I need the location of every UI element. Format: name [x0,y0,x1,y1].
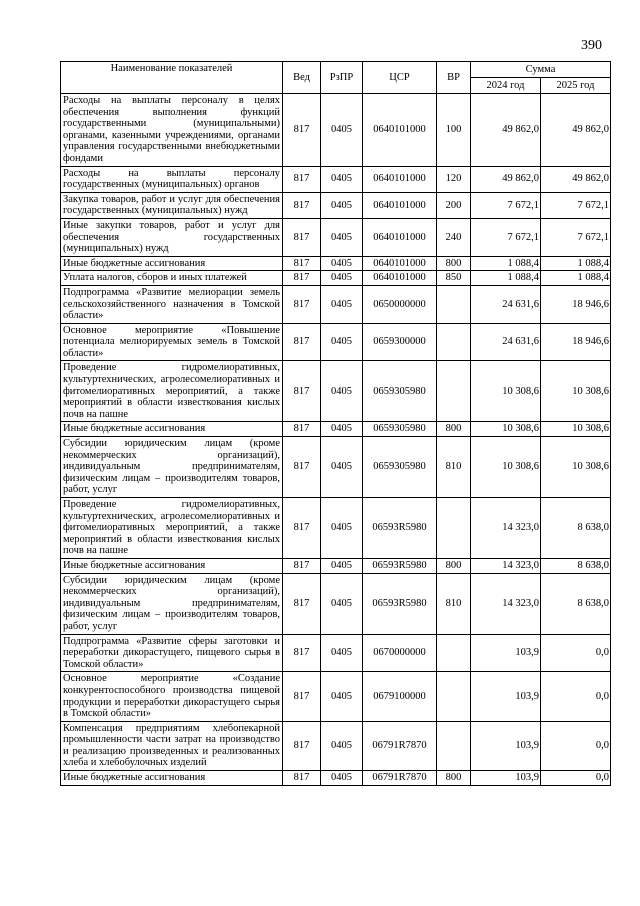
cell-csr: 0670000000 [363,634,437,672]
table-row [61,192,611,218]
cell-y2025: 8 638,0 [541,498,611,559]
cell-y2025: 8 638,0 [541,573,611,634]
cell-rzpr: 0405 [321,422,363,437]
table-row [61,94,611,167]
table-row [61,634,611,672]
cell-rzpr: 0405 [321,94,363,167]
cell-csr: 0659305980 [363,422,437,437]
cell-rzpr: 0405 [321,771,363,786]
cell-name: Иные бюджетные ассигнования [61,771,283,786]
cell-rzpr: 0405 [321,192,363,218]
table-row [61,672,611,721]
cell-y2025: 0,0 [541,771,611,786]
cell-csr: 06593R5980 [363,558,437,573]
cell-y2024: 24 631,6 [471,323,541,361]
cell-rzpr: 0405 [321,218,363,256]
cell-vr: 800 [437,256,471,271]
cell-ved: 817 [283,721,321,770]
cell-name: Проведение гидромелиоративных, культуртехнических, агролесомелиоративных и фитомелиоративных мероприятий, а также мероприятий в области известкования кислых почв на пашне [61,361,283,422]
cell-name: Расходы на выплаты персоналу в целях обеспечения выполнения функций государственными (муниципальными) органами, казенными учреждениями, органами управления государственными внебюджетными фондами [61,94,283,167]
cell-y2024: 49 862,0 [471,94,541,167]
cell-rzpr: 0405 [321,498,363,559]
cell-name: Иные бюджетные ассигнования [61,558,283,573]
cell-y2025: 18 946,6 [541,285,611,323]
cell-csr: 0640101000 [363,256,437,271]
cell-rzpr: 0405 [321,558,363,573]
cell-ved: 817 [283,323,321,361]
header-2024: 2024 год [471,78,541,94]
cell-csr: 0679100000 [363,672,437,721]
cell-rzpr: 0405 [321,437,363,498]
cell-ved: 817 [283,94,321,167]
page-number: 390 [581,38,602,53]
cell-csr: 06791R7870 [363,771,437,786]
cell-vr: 810 [437,437,471,498]
cell-csr: 06791R7870 [363,721,437,770]
cell-vr: 800 [437,771,471,786]
cell-y2024: 103,9 [471,721,541,770]
table-row [61,573,611,634]
cell-name: Субсидии юридическим лицам (кроме некоммерческих организаций), индивидуальным предпринимателям, физическим лицам – производителям товаров, работ, услуг [61,437,283,498]
cell-name: Расходы на выплаты персоналу государственных (муниципальных) органов [61,166,283,192]
cell-y2024: 7 672,1 [471,218,541,256]
cell-vr [437,498,471,559]
cell-ved: 817 [283,166,321,192]
cell-y2025: 49 862,0 [541,166,611,192]
table-row [61,437,611,498]
cell-vr: 240 [437,218,471,256]
cell-csr: 0640101000 [363,94,437,167]
cell-name: Компенсация предприятиям хлебопекарной промышленности части затрат на производство и реализацию произведенных и реализованных хлеба и хлебобулочных изделий [61,721,283,770]
cell-ved: 817 [283,256,321,271]
cell-csr: 0650000000 [363,285,437,323]
cell-ved: 817 [283,573,321,634]
cell-y2024: 103,9 [471,672,541,721]
cell-name: Субсидии юридическим лицам (кроме некоммерческих организаций), индивидуальным предпринимателям, физическим лицам – производителям товаров, работ, услуг [61,573,283,634]
cell-y2025: 7 672,1 [541,192,611,218]
cell-vr: 200 [437,192,471,218]
cell-vr [437,361,471,422]
cell-y2024: 24 631,6 [471,285,541,323]
table-body [61,94,611,786]
cell-ved: 817 [283,634,321,672]
cell-vr [437,634,471,672]
cell-ved: 817 [283,498,321,559]
cell-name: Основное мероприятие «Создание конкурентоспособного производства пищевой продукции и переработки дикорастущего сырья в Томской области» [61,672,283,721]
cell-rzpr: 0405 [321,634,363,672]
table-row [61,323,611,361]
cell-y2024: 14 323,0 [471,558,541,573]
cell-y2025: 10 308,6 [541,361,611,422]
cell-csr: 0659305980 [363,437,437,498]
cell-vr [437,672,471,721]
cell-vr: 850 [437,271,471,286]
cell-ved: 817 [283,271,321,286]
cell-csr: 0640101000 [363,218,437,256]
cell-csr: 0659305980 [363,361,437,422]
cell-vr: 810 [437,573,471,634]
cell-y2024: 10 308,6 [471,422,541,437]
table-row [61,256,611,271]
cell-y2025: 49 862,0 [541,94,611,167]
table-row [61,771,611,786]
cell-y2024: 1 088,4 [471,271,541,286]
table-row [61,285,611,323]
cell-y2024: 49 862,0 [471,166,541,192]
cell-rzpr: 0405 [321,361,363,422]
cell-name: Подпрограмма «Развитие мелиорации земель сельскохозяйственного назначения в Томской области» [61,285,283,323]
cell-vr: 120 [437,166,471,192]
cell-ved: 817 [283,771,321,786]
cell-vr [437,721,471,770]
cell-y2025: 0,0 [541,721,611,770]
header-vr: ВР [437,62,471,94]
cell-csr: 06593R5980 [363,573,437,634]
cell-name: Иные бюджетные ассигнования [61,256,283,271]
header-name: Наименование показателей [61,62,283,94]
cell-name: Основное мероприятие «Повышение потенциала мелиорируемых земель в Томской области» [61,323,283,361]
cell-vr [437,323,471,361]
cell-y2024: 14 323,0 [471,573,541,634]
cell-y2025: 10 308,6 [541,437,611,498]
cell-csr: 06593R5980 [363,498,437,559]
header-sum: Сумма [471,62,611,78]
cell-vr: 800 [437,558,471,573]
cell-csr: 0640101000 [363,192,437,218]
cell-y2025: 0,0 [541,672,611,721]
cell-ved: 817 [283,422,321,437]
cell-y2025: 18 946,6 [541,323,611,361]
header-csr: ЦСР [363,62,437,94]
cell-rzpr: 0405 [321,573,363,634]
cell-y2024: 7 672,1 [471,192,541,218]
cell-ved: 817 [283,285,321,323]
table-row [61,498,611,559]
cell-csr: 0640101000 [363,271,437,286]
cell-y2024: 1 088,4 [471,256,541,271]
cell-rzpr: 0405 [321,166,363,192]
cell-y2024: 10 308,6 [471,361,541,422]
cell-rzpr: 0405 [321,672,363,721]
cell-y2024: 14 323,0 [471,498,541,559]
cell-rzpr: 0405 [321,323,363,361]
cell-csr: 0640101000 [363,166,437,192]
header-rzpr: РзПР [321,62,363,94]
cell-rzpr: 0405 [321,721,363,770]
cell-vr: 800 [437,422,471,437]
cell-rzpr: 0405 [321,271,363,286]
cell-name: Иные бюджетные ассигнования [61,422,283,437]
cell-y2024: 103,9 [471,634,541,672]
cell-y2025: 0,0 [541,634,611,672]
header-2025: 2025 год [541,78,611,94]
cell-vr [437,285,471,323]
cell-vr: 100 [437,94,471,167]
table-header [61,62,611,94]
table-row [61,218,611,256]
cell-name: Уплата налогов, сборов и иных платежей [61,271,283,286]
cell-name: Проведение гидромелиоративных, культуртехнических, агролесомелиоративных и фитомелиоративных мероприятий, а также мероприятий в области известкования кислых почв на пашне [61,498,283,559]
cell-name: Закупка товаров, работ и услуг для обеспечения государственных (муниципальных) нужд [61,192,283,218]
table-row [61,361,611,422]
header-ved: Вед [283,62,321,94]
cell-y2024: 10 308,6 [471,437,541,498]
cell-csr: 0659300000 [363,323,437,361]
cell-rzpr: 0405 [321,256,363,271]
cell-y2025: 1 088,4 [541,256,611,271]
cell-y2025: 1 088,4 [541,271,611,286]
cell-y2024: 103,9 [471,771,541,786]
cell-name: Иные закупки товаров, работ и услуг для обеспечения государственных (муниципальных) нужд [61,218,283,256]
table-row [61,721,611,770]
table-row [61,166,611,192]
cell-ved: 817 [283,361,321,422]
cell-name: Подпрограмма «Развитие сферы заготовки и переработки дикорастущего, пищевого сырья в Томской области» [61,634,283,672]
cell-ved: 817 [283,218,321,256]
budget-table [60,61,611,786]
cell-ved: 817 [283,192,321,218]
cell-ved: 817 [283,558,321,573]
cell-y2025: 7 672,1 [541,218,611,256]
cell-y2025: 8 638,0 [541,558,611,573]
table-row [61,422,611,437]
cell-y2025: 10 308,6 [541,422,611,437]
table-row [61,558,611,573]
cell-ved: 817 [283,437,321,498]
cell-rzpr: 0405 [321,285,363,323]
table-row [61,271,611,286]
cell-ved: 817 [283,672,321,721]
